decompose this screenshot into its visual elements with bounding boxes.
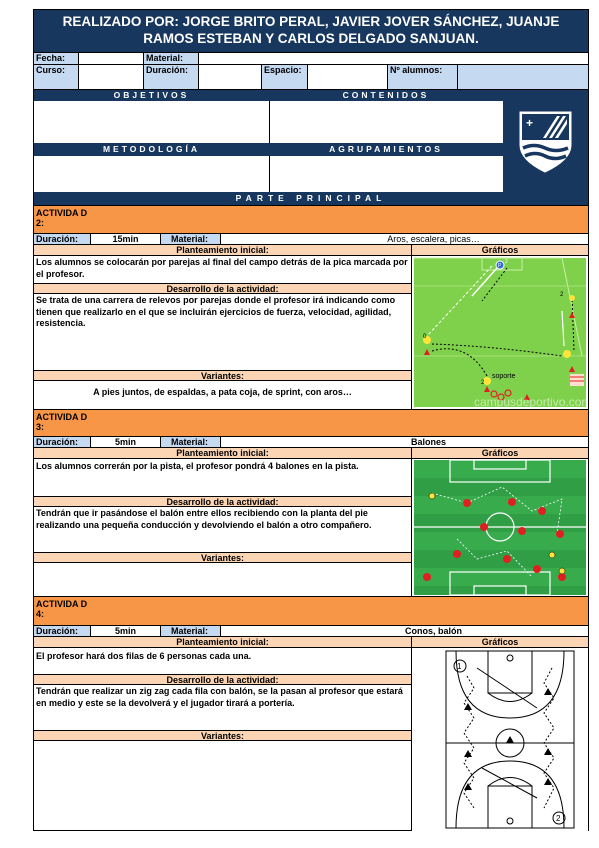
espacio-label: Espacio:: [261, 65, 307, 89]
contenidos-label: CONTENIDOS: [342, 90, 430, 100]
school-logo: [503, 90, 588, 192]
graficos-label: Gráficos: [411, 245, 588, 255]
activity-variantes: A pies juntos, de espaldas, a pata coja, de sprint, con aros…: [93, 387, 352, 397]
planteamiento-label: Planteamiento inicial:: [176, 448, 269, 458]
section-header: [34, 637, 588, 648]
activity-duration: 5min: [90, 626, 160, 636]
svg-text:P: P: [498, 263, 502, 269]
activity-graphic: [411, 256, 588, 409]
activity-label: ACTIVIDA D 3:: [36, 412, 88, 432]
variantes-label: Variantes:: [200, 371, 245, 380]
activity-header: [34, 596, 588, 625]
svg-text:2: 2: [560, 292, 564, 298]
activity-header: [34, 409, 588, 436]
svg-text:2: 2: [505, 259, 508, 265]
graficos-label: Gráficos: [411, 637, 588, 647]
planteamiento-label: Planteamiento inicial:: [176, 637, 269, 647]
parte-principal-header: [34, 192, 588, 205]
curso-row: [34, 64, 588, 90]
graphic-watermark: campusdeportivo.com: [474, 395, 588, 409]
fecha-value[interactable]: [78, 53, 143, 64]
agrupamientos-label: AGRUPAMIENTOS: [329, 144, 443, 154]
activity-label: ACTIVIDA D 2:: [36, 208, 88, 228]
page-title: REALIZADO POR: JORGE BRITO PERAL, JAVIER JOVER SÁNCHEZ, JUANJE RAMOS ESTEBAN Y CARLOS DELGADO SANJUAN.: [34, 10, 588, 52]
lesson-plan-sheet: [33, 9, 589, 831]
alumnos-value[interactable]: [457, 65, 588, 89]
section-header: [34, 283, 411, 294]
material-label: Material:: [143, 53, 198, 64]
svg-text:0: 0: [423, 334, 427, 340]
activity-material: Balones: [220, 437, 588, 447]
section-header: [34, 448, 588, 459]
activity-planteamiento: El profesor hará dos filas de 6 personas cada una.: [36, 651, 252, 661]
svg-text:+: +: [526, 116, 534, 130]
svg-text:2: 2: [481, 380, 485, 386]
agrupamientos-value[interactable]: [269, 156, 503, 192]
activity-meta-row: [34, 436, 588, 448]
activity-graphic: [411, 459, 588, 596]
duracion-label: Duración:: [36, 234, 79, 244]
material-label: Material:: [160, 234, 220, 244]
activity-header: [34, 205, 588, 233]
activity-material: Aros, escalera, picas…: [220, 234, 588, 244]
graficos-label: Gráficos: [411, 448, 588, 458]
activity-graphic: [411, 648, 588, 831]
activity-material: Conos, balón: [220, 626, 588, 636]
activity-planteamiento: Los alumnos se colocarán por parejas al final del campo detrás de la pica marcada por el profesor.: [36, 257, 408, 279]
activity-meta-row: [34, 233, 588, 245]
variantes-label: Variantes:: [200, 553, 245, 562]
activity-desarrollo: Tendrán que ir pasándose el balón entre ellos recibiendo con la planta del pie realizando una pequeña conducción y devolviendo el balón a otro compañero.: [36, 508, 372, 530]
section-header: [34, 730, 411, 741]
activity-variantes: [34, 563, 411, 593]
variantes-label: Variantes:: [200, 731, 245, 740]
duracion-label: Duración:: [36, 437, 79, 447]
metodologia-label: METODOLOGÍA: [102, 144, 201, 154]
objetivos-value[interactable]: [34, 101, 269, 143]
parte-principal-label: PARTE PRINCIPAL: [235, 193, 387, 203]
activity-planteamiento: Los alumnos correrán por la pista, el profesor pondrá 4 balones en la pista.: [36, 461, 359, 471]
activity-meta-row: [34, 625, 588, 637]
section-header: [34, 245, 588, 256]
duracion-value[interactable]: [198, 65, 261, 89]
alumnos-label: Nº alumnos:: [387, 65, 457, 89]
desarrollo-label: Desarrollo de la actividad:: [166, 497, 279, 506]
graphic-label: soporte: [492, 373, 516, 380]
section-header: [34, 496, 411, 507]
metodologia-value[interactable]: [34, 156, 269, 192]
activity-variantes: [34, 741, 411, 830]
curso-label: Curso:: [36, 65, 65, 75]
material-label: Material:: [160, 437, 220, 447]
duracion-label: Duración:: [143, 65, 198, 89]
graphic-mark-2: 2: [556, 814, 561, 823]
activity-desarrollo: Tendrán que realizar un zig zag cada fila con balón, se la pasan al profesor que estará en medio y este se la devolverá y el jugador tirará a portería.: [36, 686, 403, 708]
graphic-mark-1: 1: [457, 662, 462, 671]
fecha-row: [34, 52, 588, 64]
planteamiento-label: Planteamiento inicial:: [176, 245, 269, 255]
espacio-value[interactable]: [307, 65, 387, 89]
section-header: [34, 552, 411, 563]
material-label: Material:: [160, 626, 220, 636]
contenidos-value[interactable]: [269, 101, 503, 143]
desarrollo-label: Desarrollo de la actividad:: [166, 675, 279, 684]
curso-value[interactable]: [78, 65, 143, 89]
activity-desarrollo: Se trata de una carrera de relevos por parejas donde el profesor irá indicando como tienen que realizarlo en el que se incluirán ejercicios de fuerza, velocidad, agilidad, resistencia.: [36, 295, 396, 329]
desarrollo-label: Desarrollo de la actividad:: [166, 284, 279, 293]
duracion-label: Duración:: [36, 626, 79, 636]
activity-label: ACTIVIDA D 4:: [36, 599, 88, 619]
material-value[interactable]: [198, 53, 588, 64]
activity-duration: 5min: [90, 437, 160, 447]
section-header: [34, 370, 411, 381]
fecha-label: Fecha:: [36, 53, 66, 63]
activity-duration: 15min: [90, 234, 160, 244]
objetivos-label: OBJETIVOS: [113, 90, 190, 100]
section-header: [34, 674, 411, 685]
